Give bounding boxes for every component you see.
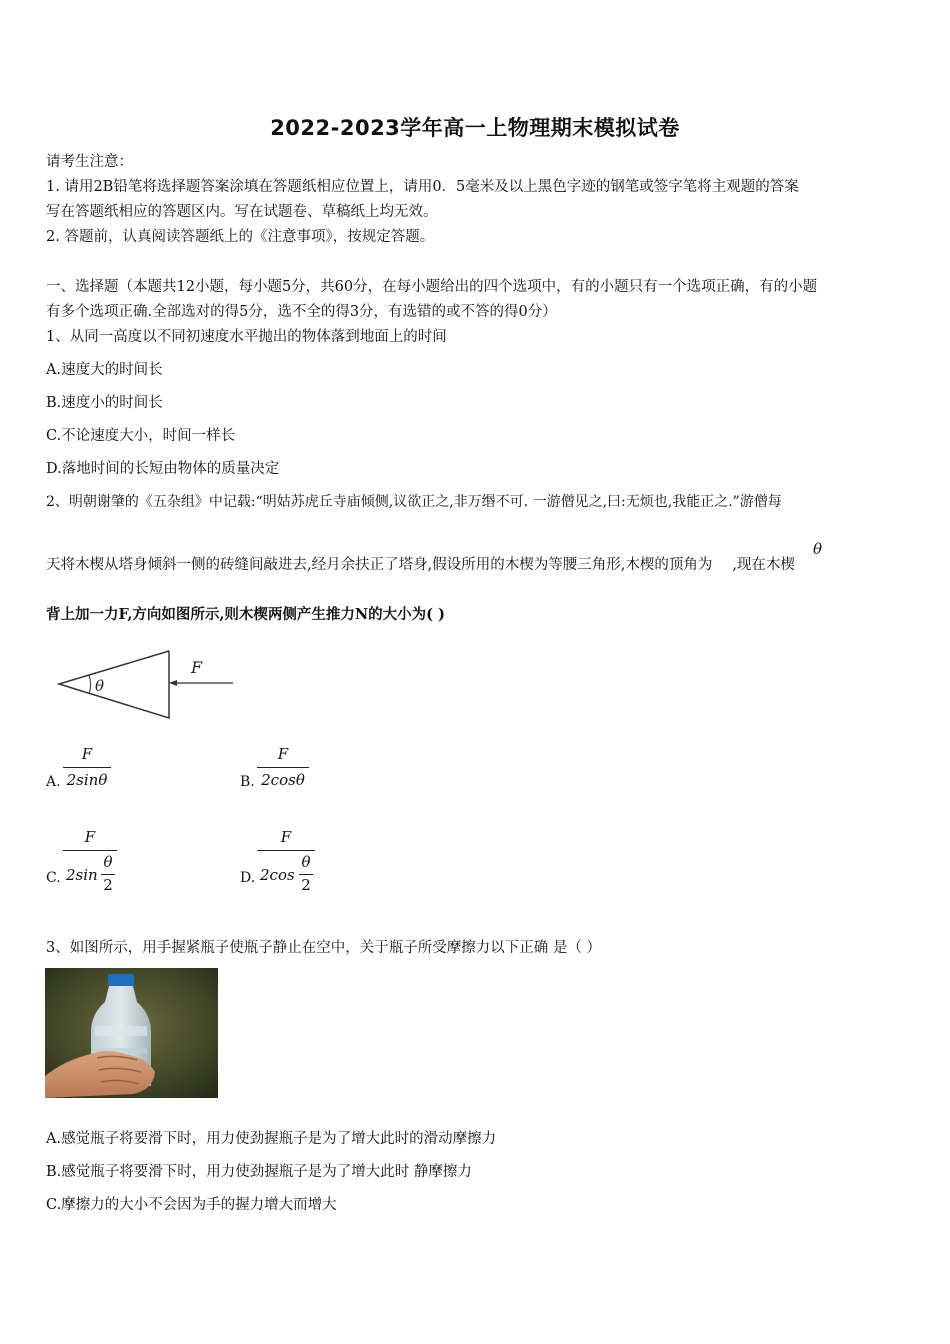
wedge-figure — [45, 645, 245, 730]
question-2-line-2-text: 天将木楔从塔身倾斜一侧的砖缝间敲进去,经月余扶正了塔身,假设所用的木楔为等腰三角形,木楔的顶角为 — [46, 557, 713, 573]
q2-option-d-sub-den: 2 — [301, 876, 311, 894]
q2-option-c-den-prefix: 2sin — [66, 866, 98, 884]
q2-option-b-denominator: 2cosθ — [261, 771, 305, 789]
bottle-photo — [45, 968, 218, 1098]
angle-arc — [89, 675, 91, 694]
fraction-bar — [257, 850, 315, 851]
page-title: 2022-2023学年高一上物理期末模拟试卷 — [270, 116, 680, 140]
fraction-bar — [257, 767, 309, 768]
question-1-option-a: A.速度大的时间长 — [46, 362, 163, 378]
q2-option-d-label: D. — [240, 870, 256, 886]
q2-option-c-label: C. — [46, 870, 61, 886]
q2-option-b-fraction — [257, 745, 309, 793]
force-arrow-head — [169, 680, 177, 686]
question-3-stem: 3、如图所示，用手握紧瓶子使瓶子静止在空中，关于瓶子所受摩擦力以下正确 是（ ） — [46, 940, 601, 956]
section-1-line-1: 一、选择题（本题共12小题，每小题5分，共60分，在每小题给出的四个选项中，有的小题只有一个选项正确，有的小题 — [46, 279, 818, 295]
q2-option-a-denominator: 2sinθ — [66, 771, 108, 789]
question-2-line-3: 背上加一力F,方向如图所示,则木楔两侧产生推力N的大小为( ) — [46, 606, 445, 623]
fraction-bar — [101, 874, 115, 875]
question-2-line-2 — [46, 555, 795, 575]
force-label: F — [191, 658, 203, 677]
notice-item-2: 2. 答题前，认真阅读答题纸上的《注意事项》，按规定答题。 — [46, 229, 435, 245]
question-2-theta: θ — [813, 540, 823, 558]
question-2-line-2-end: ,现在木楔 — [732, 557, 795, 573]
bottle-cap — [108, 974, 134, 986]
question-2-line-1: 2、明朝谢肇的《五杂组》中记载:“明姑苏虎丘寺庙倾侧,议欲正之,非万缗不可. 一游僧见之,曰:无烦也,我能正之.”游僧每 — [46, 494, 782, 510]
question-3-option-c: C.摩擦力的大小不会因为手的握力增大而增大 — [46, 1197, 337, 1213]
q2-option-a-label: A. — [46, 774, 61, 790]
question-1-option-d: D.落地时间的长短由物体的质量决定 — [46, 461, 280, 477]
q2-option-c-sub-num: θ — [103, 853, 113, 871]
question-3-option-b: B.感觉瓶子将要滑下时，用力使劲握瓶子是为了增大此时 静摩擦力 — [46, 1164, 472, 1180]
q2-option-d-fraction — [257, 828, 315, 898]
question-3-option-a: A.感觉瓶子将要滑下时，用力使劲握瓶子是为了增大此时的滑动摩擦力 — [46, 1131, 497, 1147]
angle-label: θ — [95, 677, 105, 695]
fraction-bar — [299, 874, 313, 875]
q2-option-d-sub-num: θ — [301, 853, 311, 871]
q2-option-c-fraction — [63, 828, 117, 898]
q2-option-b-numerator: F — [277, 745, 289, 763]
notice-item-1-line-2: 写在答题纸相应的答题区内。写在试题卷、草稿纸上均无效。 — [46, 204, 438, 220]
q2-option-d-den-prefix: 2cos — [260, 866, 295, 884]
notice-heading: 请考生注意： — [46, 154, 133, 170]
question-1-option-c: C.不论速度大小，时间一样长 — [46, 428, 236, 444]
question-1-stem: 1、从同一高度以不同初速度水平抛出的物体落到地面上的时间 — [46, 329, 447, 345]
q2-option-c-sub-den: 2 — [103, 876, 113, 894]
q2-option-a-fraction — [63, 745, 111, 793]
q2-option-c-numerator: F — [84, 828, 96, 846]
fraction-bar — [63, 850, 117, 851]
q2-option-d-numerator: F — [280, 828, 292, 846]
notice-item-1-line-1: 1. 请用2B铅笔将选择题答案涂填在答题纸相应位置上，请用0．5毫米及以上黑色字迹的钢笔或签字笔将主观题的答案 — [46, 179, 799, 195]
q2-option-a-numerator: F — [81, 745, 93, 763]
bottle-illustration — [45, 968, 218, 1098]
question-1-option-b: B.速度小的时间长 — [46, 395, 163, 411]
wedge-triangle — [59, 651, 169, 718]
fraction-bar — [63, 767, 111, 768]
q2-option-b-label: B. — [240, 774, 255, 790]
section-1-line-2: 有多个选项正确.全部选对的得5分，选不全的得3分，有选错的或不答的得0分） — [46, 304, 557, 320]
